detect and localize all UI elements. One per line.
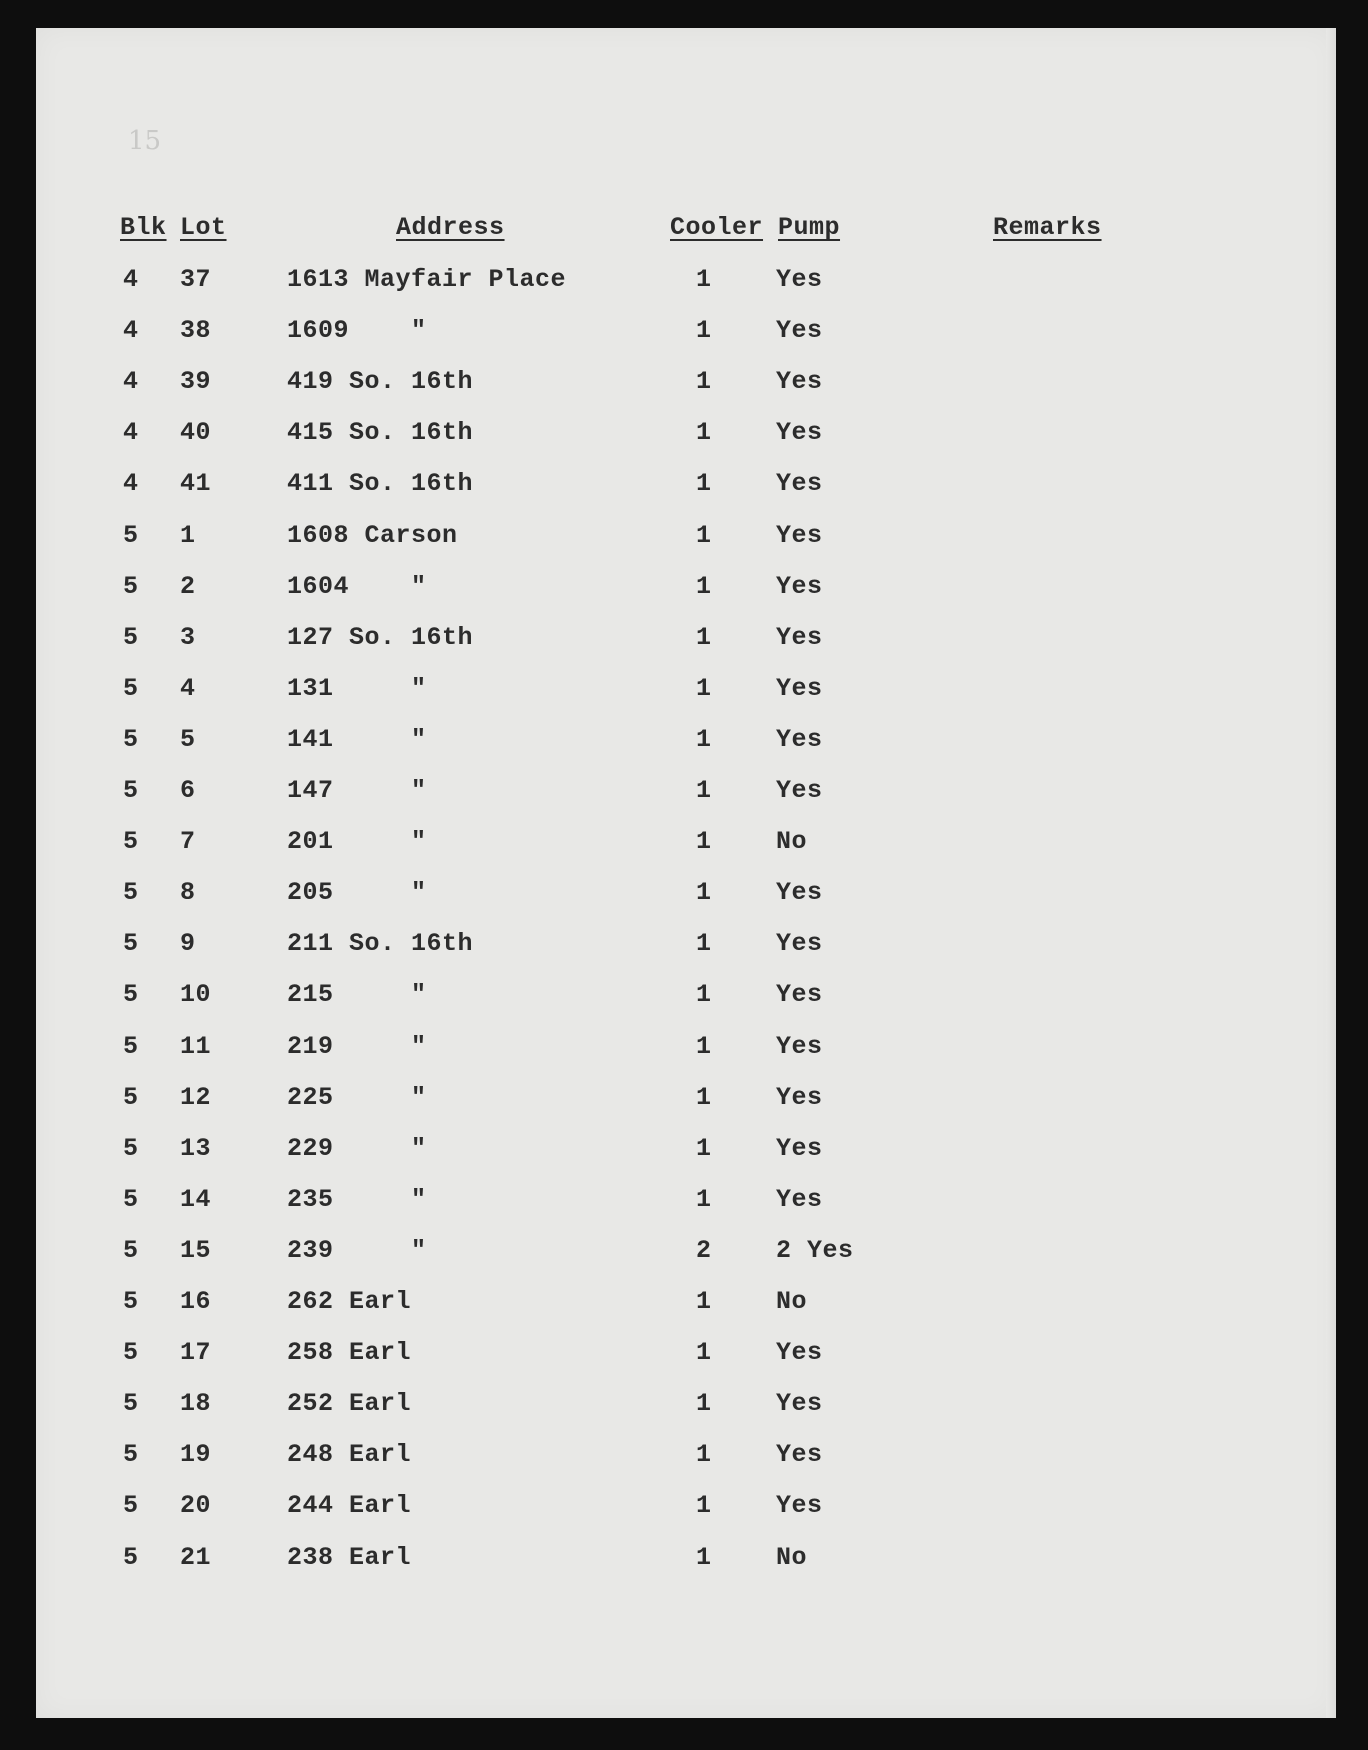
cell-blk: 5 (123, 1235, 139, 1265)
cell-cooler: 1 (696, 1542, 712, 1572)
cell-blk: 4 (123, 265, 139, 294)
cell-lot: 7 (180, 827, 196, 857)
cell-pump: Yes (776, 1389, 823, 1419)
cell-address: 244 Earl (287, 1491, 412, 1521)
cell-address: 215 " (287, 980, 427, 1010)
cell-blk: 5 (123, 1082, 139, 1112)
cell-address: 238 Earl (287, 1542, 412, 1572)
table-row (0, 1080, 1368, 1116)
cell-cooler: 1 (696, 1389, 712, 1419)
cell-pump: Yes (776, 418, 823, 448)
table-row (0, 1182, 1368, 1218)
cell-address: 205 " (287, 878, 427, 908)
cell-pump: Yes (776, 367, 823, 397)
cell-address: 1604 " (287, 571, 427, 601)
header-cooler: Cooler (670, 213, 764, 242)
cell-pump: Yes (776, 1440, 823, 1470)
cell-lot: 40 (180, 418, 212, 448)
cell-lot: 10 (180, 980, 212, 1010)
cell-address: 1609 " (287, 316, 427, 346)
cell-lot: 39 (180, 367, 212, 397)
table-row (0, 1131, 1368, 1167)
cell-lot: 3 (180, 622, 196, 652)
cell-address: 141 " (287, 724, 427, 754)
cell-pump: Yes (776, 1491, 823, 1521)
cell-cooler: 1 (696, 622, 712, 652)
table-row (0, 926, 1368, 962)
cell-cooler: 1 (696, 673, 712, 703)
cell-pump: Yes (776, 1184, 823, 1214)
cell-lot: 15 (180, 1235, 212, 1265)
cell-address: 239 " (287, 1235, 427, 1265)
table-row (0, 1233, 1368, 1269)
cell-cooler: 1 (696, 878, 712, 908)
cell-lot: 1 (180, 520, 196, 550)
cell-address: 229 " (287, 1133, 427, 1163)
cell-blk: 5 (123, 1287, 139, 1316)
cell-blk: 4 (123, 316, 139, 346)
cell-blk: 5 (123, 1440, 139, 1470)
cell-blk: 5 (123, 878, 139, 908)
table-row (0, 262, 1368, 298)
cell-blk: 5 (123, 827, 139, 857)
cell-cooler: 1 (696, 929, 712, 959)
cell-blk: 5 (123, 1031, 139, 1061)
cell-address: 219 " (287, 1031, 427, 1061)
cell-cooler: 1 (696, 1082, 712, 1112)
cell-cooler: 1 (696, 1338, 712, 1368)
table-row (0, 415, 1368, 451)
cell-blk: 5 (123, 776, 139, 805)
cell-lot: 14 (180, 1184, 212, 1214)
cell-pump: Yes (776, 776, 823, 805)
cell-pump: Yes (776, 469, 823, 499)
cell-lot: 18 (180, 1389, 212, 1419)
cell-lot: 21 (180, 1542, 212, 1572)
cell-blk: 5 (123, 520, 139, 550)
cell-address: 252 Earl (287, 1389, 412, 1419)
cell-pump: 2 Yes (776, 1235, 854, 1265)
table-row (0, 1488, 1368, 1524)
cell-cooler: 1 (696, 316, 712, 346)
cell-cooler: 1 (696, 1184, 712, 1214)
table-row (0, 620, 1368, 656)
cell-blk: 5 (123, 1133, 139, 1163)
cell-pump: Yes (776, 1338, 823, 1368)
cell-lot: 5 (180, 724, 196, 754)
cell-pump: Yes (776, 265, 823, 294)
cell-blk: 5 (123, 622, 139, 652)
cell-lot: 38 (180, 316, 212, 346)
cell-cooler: 1 (696, 265, 712, 294)
cell-address: 248 Earl (287, 1440, 412, 1470)
cell-address: 1613 Mayfair Place (287, 265, 567, 294)
table-row (0, 977, 1368, 1013)
cell-cooler: 1 (696, 1287, 712, 1316)
cell-pump: No (776, 1542, 808, 1572)
cell-pump: Yes (776, 571, 823, 601)
cell-pump: Yes (776, 724, 823, 754)
cell-lot: 19 (180, 1440, 212, 1470)
cell-pump: Yes (776, 1031, 823, 1061)
table-row (0, 1335, 1368, 1371)
cell-lot: 41 (180, 469, 212, 499)
cell-blk: 5 (123, 1542, 139, 1572)
table-row (0, 1437, 1368, 1473)
cell-lot: 20 (180, 1491, 212, 1521)
table-row (0, 364, 1368, 400)
cell-lot: 6 (180, 776, 196, 805)
cell-address: 201 " (287, 827, 427, 857)
cell-lot: 16 (180, 1287, 212, 1316)
cell-cooler: 1 (696, 980, 712, 1010)
cell-blk: 4 (123, 418, 139, 448)
cell-lot: 37 (180, 265, 212, 294)
cell-cooler: 1 (696, 1440, 712, 1470)
table-row (0, 1029, 1368, 1065)
cell-lot: 4 (180, 673, 196, 703)
table-row (0, 1540, 1368, 1576)
cell-address: 235 " (287, 1184, 427, 1214)
cell-lot: 11 (180, 1031, 212, 1061)
cell-pump: No (776, 1287, 808, 1316)
cell-address: 147 " (287, 776, 427, 805)
cell-lot: 8 (180, 878, 196, 908)
cell-pump: Yes (776, 316, 823, 346)
cell-cooler: 1 (696, 827, 712, 857)
header-pump: Pump (778, 213, 841, 242)
table-row (0, 569, 1368, 605)
header-address: Address (396, 213, 505, 242)
table-row (0, 671, 1368, 707)
cell-cooler: 1 (696, 1031, 712, 1061)
cell-pump: Yes (776, 1082, 823, 1112)
cell-address: 225 " (287, 1082, 427, 1112)
cell-blk: 5 (123, 673, 139, 703)
table-row (0, 466, 1368, 502)
page-mark: 15 (128, 126, 162, 156)
table-row (0, 1284, 1368, 1320)
cell-pump: Yes (776, 929, 823, 959)
cell-blk: 5 (123, 1389, 139, 1419)
cell-cooler: 1 (696, 367, 712, 397)
table-row (0, 518, 1368, 554)
cell-cooler: 1 (696, 520, 712, 550)
cell-cooler: 1 (696, 1133, 712, 1163)
cell-cooler: 1 (696, 571, 712, 601)
cell-blk: 5 (123, 929, 139, 959)
cell-address: 211 So. 16th (287, 929, 474, 959)
cell-address: 258 Earl (287, 1338, 412, 1368)
cell-address: 1608 Carson (287, 520, 458, 550)
cell-blk: 4 (123, 469, 139, 499)
cell-cooler: 2 (696, 1235, 712, 1265)
table-header (0, 210, 1368, 246)
table-row (0, 1386, 1368, 1422)
cell-address: 127 So. 16th (287, 622, 474, 652)
cell-pump: Yes (776, 673, 823, 703)
cell-lot: 9 (180, 929, 196, 959)
cell-cooler: 1 (696, 469, 712, 499)
cell-pump: Yes (776, 980, 823, 1010)
cell-lot: 13 (180, 1133, 212, 1163)
header-lot: Lot (180, 213, 227, 242)
cell-lot: 17 (180, 1338, 212, 1368)
cell-cooler: 1 (696, 1491, 712, 1521)
cell-address: 131 " (287, 673, 427, 703)
cell-blk: 5 (123, 980, 139, 1010)
header-remarks: Remarks (993, 213, 1102, 242)
cell-address: 411 So. 16th (287, 469, 474, 499)
cell-cooler: 1 (696, 776, 712, 805)
header-blk: Blk (120, 213, 167, 242)
cell-blk: 5 (123, 571, 139, 601)
cell-lot: 12 (180, 1082, 212, 1112)
cell-blk: 5 (123, 724, 139, 754)
table-row (0, 875, 1368, 911)
cell-address: 419 So. 16th (287, 367, 474, 397)
cell-blk: 5 (123, 1338, 139, 1368)
table-row (0, 824, 1368, 860)
table-row (0, 313, 1368, 349)
cell-pump: Yes (776, 1133, 823, 1163)
table-row (0, 773, 1368, 809)
cell-address: 415 So. 16th (287, 418, 474, 448)
cell-cooler: 1 (696, 418, 712, 448)
cell-blk: 5 (123, 1184, 139, 1214)
cell-blk: 5 (123, 1491, 139, 1521)
cell-pump: No (776, 827, 808, 857)
cell-lot: 2 (180, 571, 196, 601)
cell-address: 262 Earl (287, 1287, 412, 1316)
cell-pump: Yes (776, 878, 823, 908)
cell-pump: Yes (776, 520, 823, 550)
cell-cooler: 1 (696, 724, 712, 754)
cell-pump: Yes (776, 622, 823, 652)
cell-blk: 4 (123, 367, 139, 397)
table-row (0, 722, 1368, 758)
